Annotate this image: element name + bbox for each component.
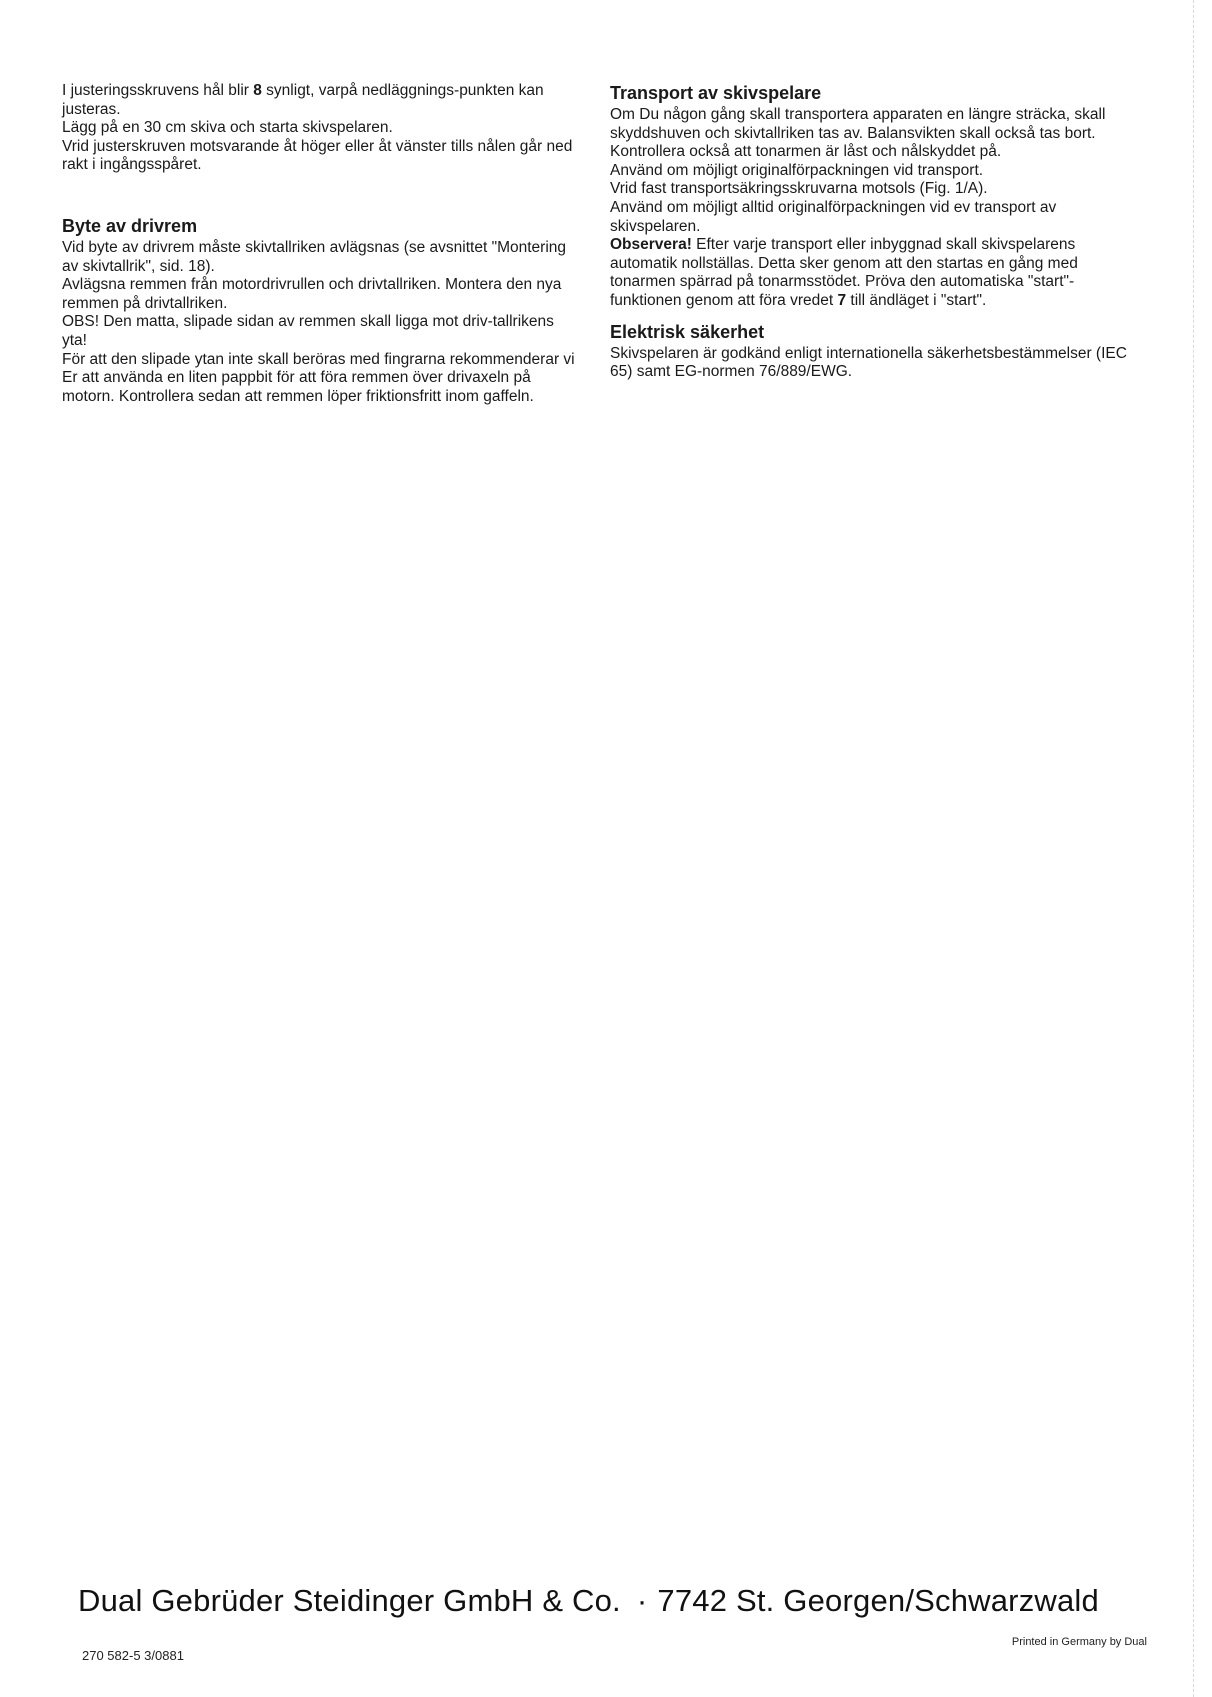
- spacer: [610, 311, 1135, 321]
- observera-label: Observera!: [610, 236, 692, 254]
- elektrisk-heading: Elektrisk säkerhet: [610, 321, 765, 342]
- transport-paragraph: Om Du någon gång skall transportera apparaten en längre sträcka, skall skyddshuven och skivtallriken tas av. Balansvikten skall också tas bort.: [610, 106, 1106, 142]
- intro-line: Vrid justerskruven motsvarande åt höger eller åt vänster tills nålen går ned rakt i ingångsspåret.: [62, 137, 573, 174]
- observera-note: [610, 236, 1135, 310]
- intro-pre: I justeringsskruvens hål blir: [62, 82, 254, 99]
- intro-post: synligt, varpå nedläggnings-punkten kan justeras.: [62, 82, 544, 118]
- transport-heading: Transport av skivspelare: [610, 83, 822, 103]
- transport-paragraph: Använd om möjligt originalförpackningen vid transport.: [610, 161, 984, 179]
- transport-paragraph: Använd om möjligt alltid originalförpackningen vid ev transport av skivspelaren.: [610, 198, 1057, 235]
- company-name: Dual Gebrüder Steidinger GmbH & Co.: [78, 1583, 621, 1618]
- printed-note: Printed in Germany by Dual: [1011, 1636, 1147, 1648]
- observera-text-pre: Efter varje transport eller inbyggnad skall skivspelarens automatik nollställas. Detta sker genom att den startas en gång med tonarmen spärrad på tonarmsstödet. Pröva den automatiska "start"-funktionen genom att föra vredet: [610, 236, 1078, 309]
- footer-company-line: [78, 1583, 1099, 1619]
- part-number-8: 8: [253, 82, 262, 99]
- transport-paragraph: Kontrollera också att tonarmen är låst och nålskyddet på.: [610, 143, 1002, 161]
- intro-line: Lägg på en 30 cm skiva och starta skivspelaren.: [62, 119, 393, 137]
- drivrem-paragraph: Avlägsna remmen från motordrivrullen och drivtallriken. Montera den nya remmen på drivtallriken.: [62, 276, 562, 312]
- drivrem-paragraph: För att den slipade ytan inte skall beröras med fingrarna rekommenderar vi Er att använda en liten pappbit för att föra remmen över drivaxeln på motorn. Kontrollera sedan att remmen löper friktionsfritt inom gaffeln.: [62, 350, 575, 405]
- drivrem-heading: Byte av drivrem: [62, 215, 198, 236]
- document-number: 270 582-5 3/0881: [82, 1648, 184, 1663]
- intro-paragraph: [62, 82, 582, 119]
- left-column: [62, 82, 582, 406]
- spacer: [62, 175, 582, 215]
- right-column: [610, 82, 1135, 382]
- observera-text-post: till ändläget i "start".: [846, 291, 987, 309]
- drivrem-paragraph: OBS! Den matta, slipade sidan av remmen skall ligga mot driv-tallrikens yta!: [62, 313, 554, 349]
- scan-edge-line: [1191, 0, 1194, 1697]
- separator-dot: ·: [636, 1583, 648, 1618]
- transport-paragraph: Vrid fast transportsäkringsskruvarna motsols (Fig. 1/A).: [610, 180, 988, 198]
- part-number-7: 7: [837, 291, 847, 309]
- elektrisk-paragraph: Skivspelaren är godkänd enligt internationella säkerhetsbestämmelser (IEC 65) samt EG-normen 76/889/EWG.: [610, 344, 1127, 381]
- drivrem-paragraph: Vid byte av drivrem måste skivtallriken avlägsnas (se avsnittet "Montering av skivtallrik", sid. 18).: [62, 238, 567, 275]
- company-address: 7742 St. Georgen/Schwarzwald: [657, 1583, 1099, 1618]
